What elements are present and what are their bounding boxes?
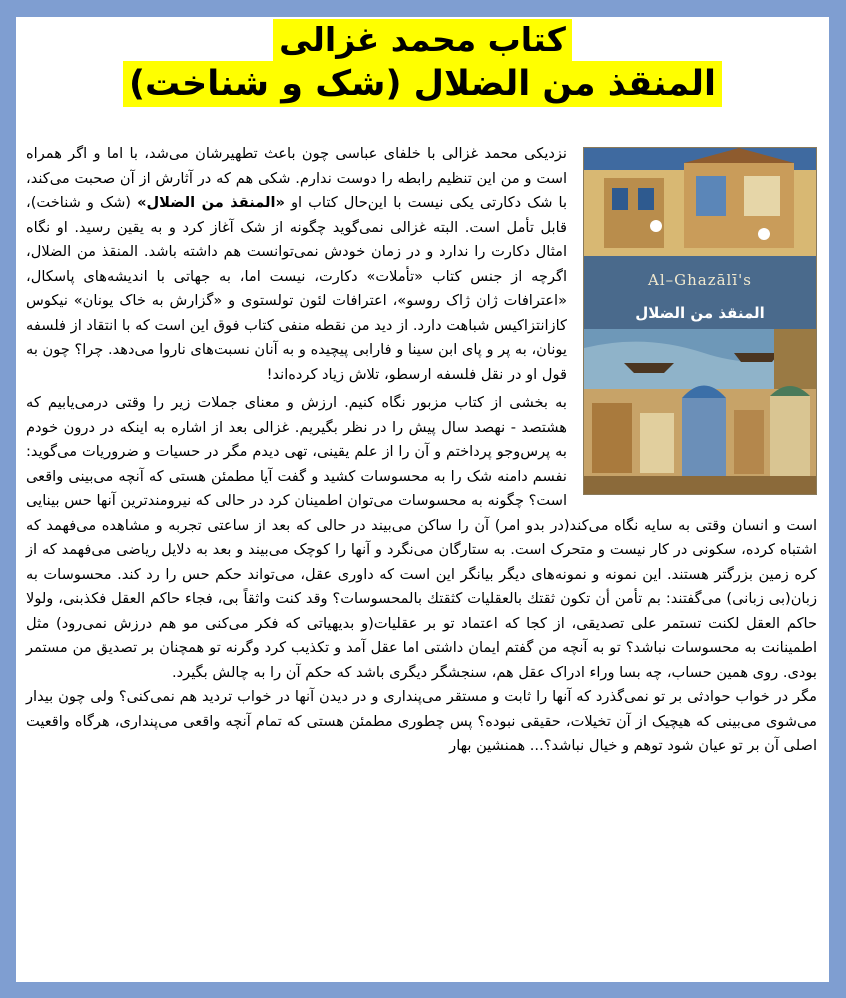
book-cover-image [583,147,817,495]
paragraph-intro-part2: (شک و شناخت)، قابل تأمل است. البته غزالی نمی‌گوید چگونه از شک آغاز کرد و به یقین رسید. او نگاه امثال دکارت را ندارد و در زمان خودش نمی‌توانست هم داشته باشد. المنقذ من الضلال، اگرچه از جنس کتاب «تأملات» دکارت، نیست اما، به جهاتی با اندیشه‌های پاسکال، «اعترافات ژان ژاک روسو»، اعترافات لئون تولستوی و «گزارش به خاک یونان» نیکوس کازانتزاکیس شباهت دارد. از دید من نقطه منفی کتاب فوق این است که با انتقاد از فلسفه یونان، به پر و پای ابن سینا و فارابی پیچیده و به آنان نسبت‌های ناروا می‌دهد. چرا؟ چون به قول او در نقل فلسفه ارسطو، تلاش زیاد کرده‌اند! [26,194,567,383]
page-title [16,17,829,107]
paragraph-intro-part1: نزدیکی محمد غزالی با خلفای عباسی چون باعث تطهیرشان می‌شد، با اما و اگر همراه است و من این تنظیم رابطه را دوست ندارم. شکی هم که در آثارش از آن صحبت می‌کند، با شک دکارتی یکی نیست با این‌حال کتاب او [26,145,568,211]
article-body [26,142,817,759]
paragraph-dream: مگر در خواب حوادثی بر تو نمی‌گذرد که آنها را ثابت و مستقر می‌پنداری و در دیدن آنها در خواب تردید هم نمی‌کنی؟ ولی چون بیدار می‌شوی می‌بینی که هیچیک از آن تخیلات، حقیقی نبوده؟ پس چطوری مطمئن هستی که تمام آنچه واقعی می‌پنداری، هرگاه واقعیت اصلی آن بر تو عیان شود توهم و خیال نباشد؟... همنشین بهار [26,688,817,754]
title-line-1: کتاب محمد غزالی [273,19,572,61]
title-line-2: المنقذ من الضلال (شک و شناخت) [123,61,722,107]
article-page [16,17,829,982]
cover-title-band [584,256,816,329]
cover-author-text: Al–Ghazālī's [648,271,752,289]
cover-title-text: المنقذ من الضلال [635,303,765,322]
paragraph-excerpt: به بخشی از کتاب مزبور نگاه کنیم. ارزش و معنای جملات زیر را وقتی درمی‌یابیم که هشتصد - نهصد سال پیش را در نظر بگیریم. غزالی بعد از اشاره به اینکه در درون خودم به پرس‌وجو پرداختم و آن را از علم یقینی، تهی دیدم مگر در حسیات و ضروریات می‌گوید: نفسم دامنه شک را به محسوسات کشید و گفت آیا مطمئن هستی که آنچه می‌بینی واقعی است؟ چگونه به محسوسات می‌توان اطمینان کرد در حالی که نیرومندترین آنها حس بینایی است و انسان وقتی به سایه نگاه می‌کند(در بدو امر) آن را ساکن می‌بیند در حالی که بعد از ساعتی تجربه و مشاهده می‌فهمد که اشتباه کرده، سکونی در کار نیست و متحرک است. به ستارگان می‌نگرد و آنها را کوچک می‌بیند و بعد به دلایل ریاضی می‌فهمد که از کره زمین بزرگتر هستند. این نمونه و نمونه‌های دیگر بیانگر این است که داوری عقل، می‌تواند حکم حس را رد کند. محسوسات به زبان(بی زبانی) می‌گفتند: بم تأمن أن تكون ثقتك بالعقليات كثقتك بالمحسوسات؟ وقد كنت واثقاً بی، فجاء حاكم العقل فكذبنی، ولولا حاكم العقل لكنت تستمر علی تصديقی، از کجا که اعتماد تو بر عقلیات(و بدیهیاتی که فکر می‌کنی مو هم درزش نمی‌رود) مثل اطمینانت به محسوسات نباشد؟ تو به آنچه من گفتم ایمان داشتی اما عقل آمد و تکذیب کرد وگرنه تو همچنان بر تصدیق من مستمر بودی. روی همین حساب، چه بسا وراء ادراک عقل هم، سنجشگر دیگری باشد که حکم آن را به چالش بگیرد. [26,394,817,681]
book-title-bold: «المنقذ من الضلال» [137,194,285,211]
